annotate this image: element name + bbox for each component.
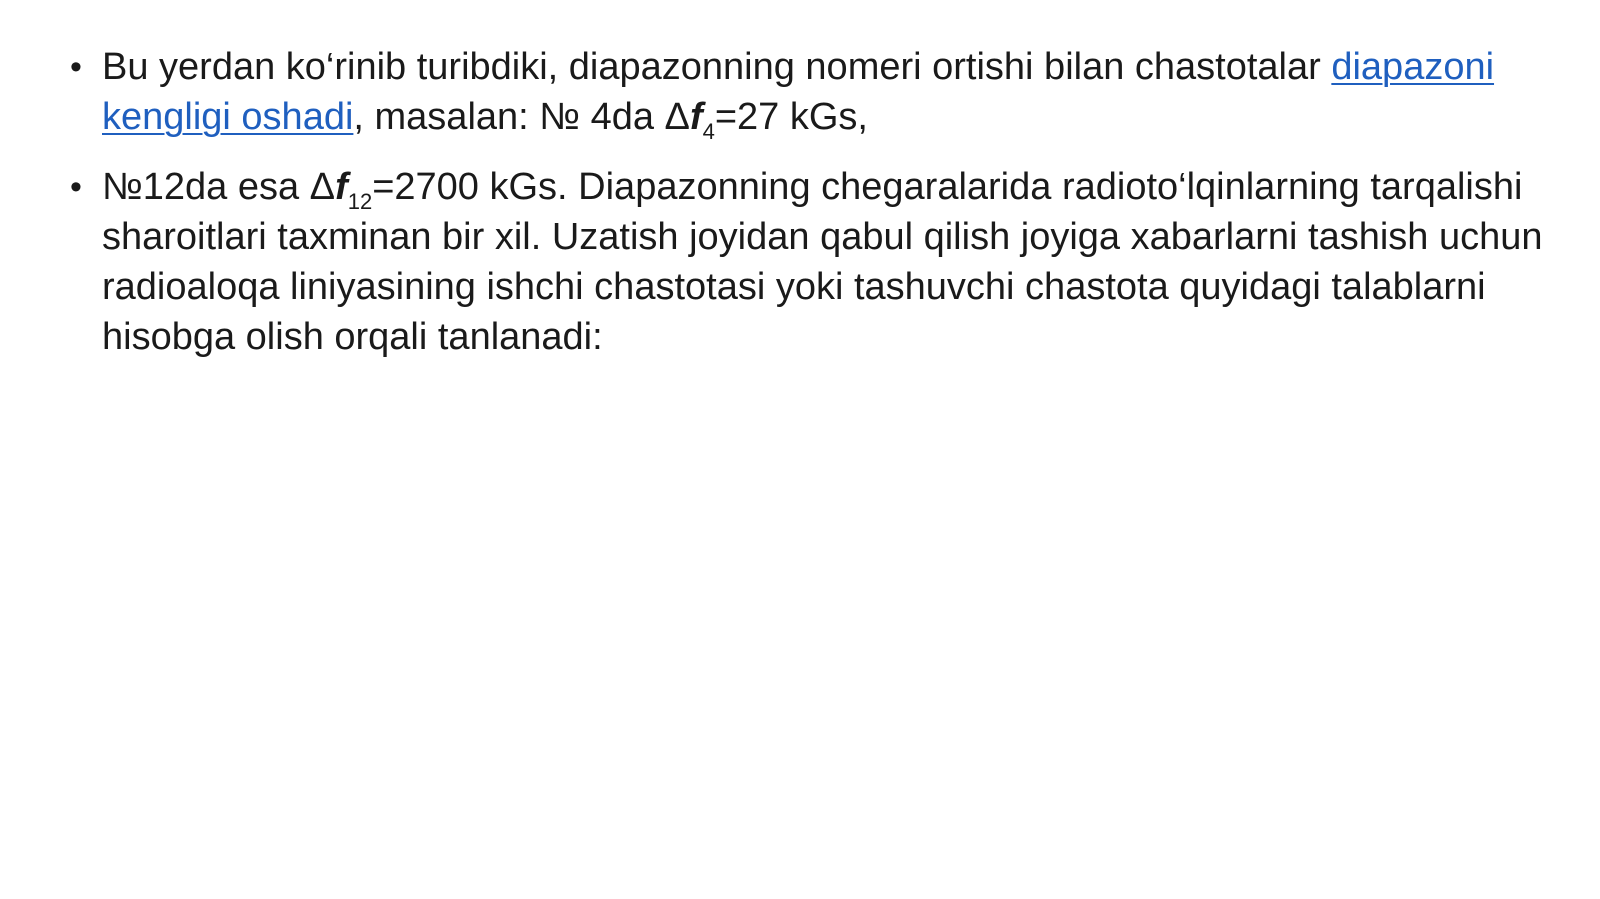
frequency-symbol: f bbox=[689, 96, 703, 138]
bullet-1-text-after-link: , masalan: № 4da Δ bbox=[353, 96, 690, 138]
bullet-2-text-start: №12da esa Δ bbox=[102, 166, 336, 208]
bullet-1-text-before-link: Bu yerdan ko‘rinib turibdiki, diapazonning nomeri ortishi bilan chastotalar bbox=[102, 46, 1332, 88]
frequency-subscript: 12 bbox=[347, 189, 373, 214]
bullet-1-text-end: =27 kGs, bbox=[714, 96, 868, 138]
bullet-item-2 bbox=[70, 162, 1560, 362]
bullet-2-text-end: =2700 kGs. Diapazonning chegaralarida radioto‘lqinlarning tarqalishi sharoitlari taxminan bir xil. Uzatish joyidan qabul qilish joyiga xabarlarni tashish uchun radioaloqa liniyasining ishchi chastotasi yoki tashuvchi chastota quyidagi talablarni hisobga olish orqali tanlanadi: bbox=[102, 166, 1543, 358]
frequency-subscript: 4 bbox=[702, 119, 715, 144]
bullet-list bbox=[70, 42, 1560, 382]
diapazon-kengligi-link[interactable]: diapazoni kengligi oshadi bbox=[102, 46, 1495, 138]
frequency-symbol: f bbox=[335, 166, 348, 208]
bullet-item-1 bbox=[70, 42, 1560, 142]
